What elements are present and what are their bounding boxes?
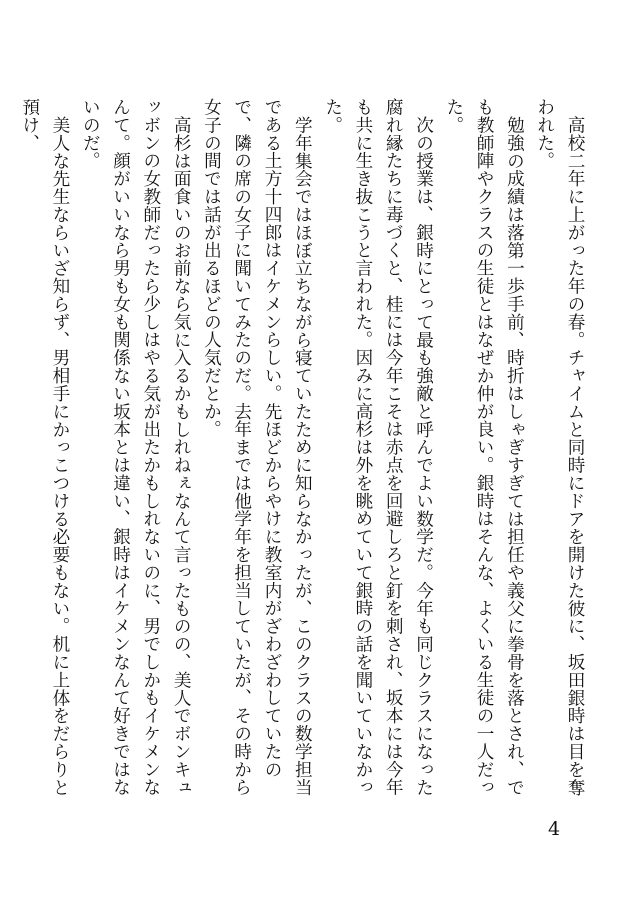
paragraph-2: 勉強の成績は落第一歩手前、時折はしゃぎすぎては担任や義父に拳骨を落とされ、でも教師陣やクラスの生徒とはなぜか仲が良い。銀時はそんな、よくいる生徒の一人だった。 [443, 98, 525, 797]
page-number: 4 [548, 818, 561, 840]
paragraph-3: 次の授業は、銀時にとって最も強敵と呼んでよい数学だ。今年も同じクラスになった腐れ縁たちに毒づくと、桂には今年こそは赤点を回避しろと釘を刺され、坂本には今年も共に生き抜こうと言われた。因みに高杉は外を眺めていて銀時の話を聞いていなかった。 [322, 98, 434, 797]
vertical-text-body [19, 98, 590, 810]
paragraph-5: 高杉は面食いのお前なら気に入るかもしれねぇなんて言ったものの、美人でボンキュッボンの女教師だったら少しはやる気が出たかもしれないのに、男でしかもイケメンなんて。顔がいいなら男も女も関係ない坂本とは違い、銀時はイケメンなんて好きではないのだ。 [80, 98, 192, 797]
paragraph-4: 学年集会ではほぼ立ちながら寝ていたために知らなかったが、このクラスの数学担当である土方十四郎はイケメンらしい。先ほどからやけに教室内がざわざわしていたので、隣の席の女子に聞いてみたのだ。去年までは他学年を担当していたが、その時から女子の間では話が出るほどの人気だとか。 [201, 98, 313, 797]
paragraph-6: 美人な先生ならいざ知らず、男相手にかっこつける必要もない。机に上体をだらりと預け、 [19, 98, 70, 796]
paragraph-1: 高校二年に上がった年の春。チャイムと同時にドアを開けた彼に、坂田銀時は目を奪われた。 [534, 98, 585, 796]
